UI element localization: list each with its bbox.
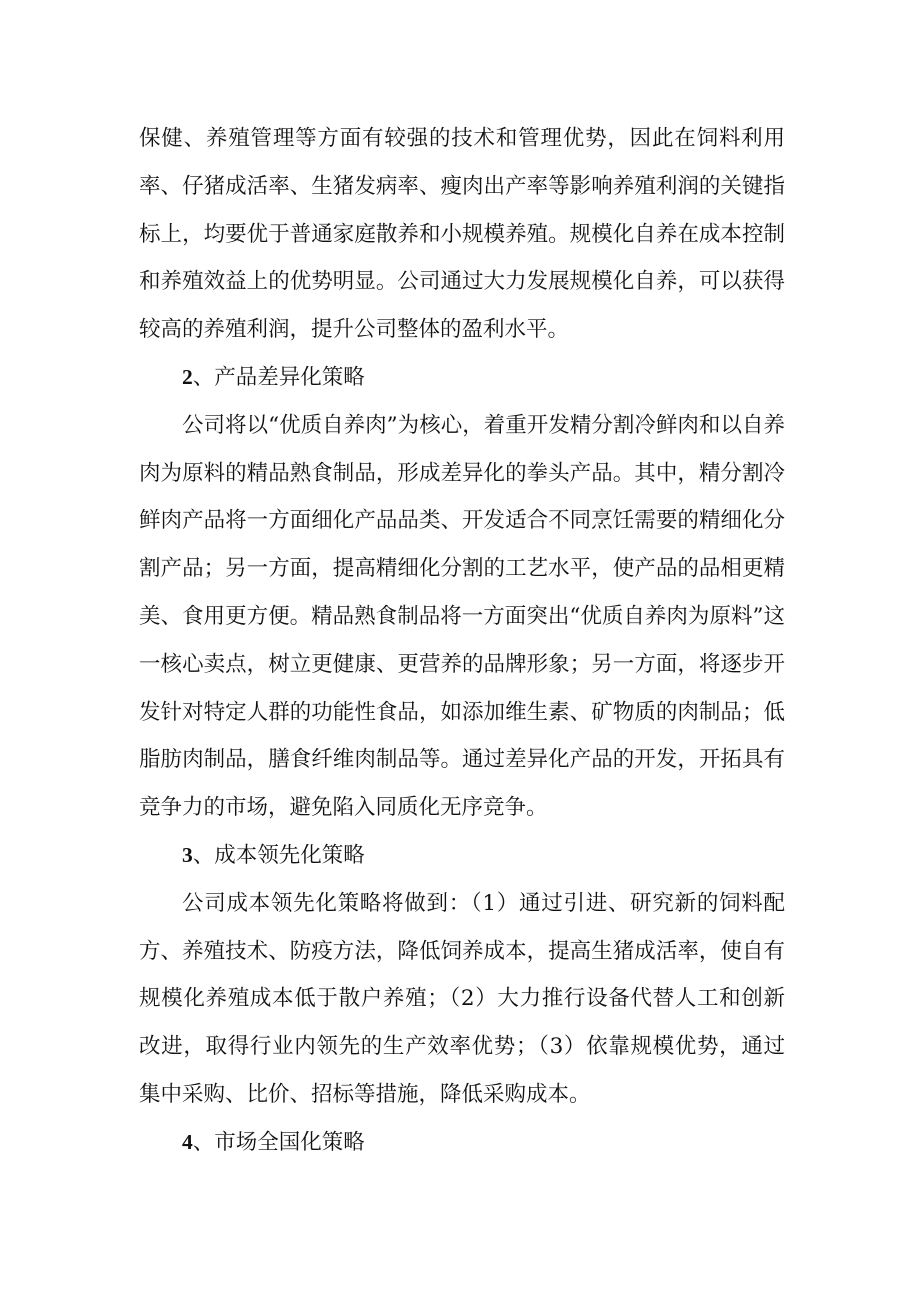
heading-title: 、成本领先化策略 xyxy=(192,842,365,868)
heading-national-market xyxy=(139,1119,785,1167)
heading-title: 、市场全国化策略 xyxy=(192,1129,365,1155)
document-body xyxy=(139,115,785,1167)
heading-number: 4 xyxy=(182,1129,193,1154)
heading-title: 、产品差异化策略 xyxy=(192,364,365,390)
heading-number: 2 xyxy=(182,364,193,389)
heading-product-differentiation xyxy=(139,354,785,402)
heading-cost-leadership xyxy=(139,832,785,880)
paragraph-cost-leadership: 公司成本领先化策略将做到：（1）通过引进、研究新的饲料配方、养殖技术、防疫方法，降低饲养成本，提高生猪成活率，使自有规模化养殖成本低于散户养殖；（2）大力推行设备代替人工和创新改进，取得行业内领先的生产效率优势；（3）依靠规模优势，通过集中采购、比价、招标等措施，降低采购成本。 xyxy=(139,890,785,1107)
paragraph-product-differentiation: 公司将以“优质自养肉”为核心，着重开发精分割冷鲜肉和以自养肉为原料的精品熟食制品，形成差异化的拳头产品。其中，精分割冷鲜肉产品将一方面细化产品品类、开发适合不同烹饪需要的精细化分割产品；另一方面，提高精细化分割的工艺水平，使产品的品相更精美、食用更方便。精品熟食制品将一方面突出“优质自养肉为原料”这一核心卖点，树立更健康、更营养的品牌形象；另一方面，将逐步开发针对特定人群的功能性食品，如添加维生素、矿物质的肉制品；低脂肪肉制品，膳食纤维肉制品等。通过差异化产品的开发，开拓具有竞争力的市场，避免陷入同质化无序竞争。 xyxy=(139,412,785,821)
paragraph-scale-advantage: 保健、养殖管理等方面有较强的技术和管理优势，因此在饲料利用率、仔猪成活率、生猪发病率、瘦肉出产率等影响养殖利润的关键指标上，均要优于普通家庭散养和小规模养殖。规模化自养在成本控制和养殖效益上的优势明显。公司通过大力发展规模化自养，可以获得较高的养殖利润，提升公司整体的盈利水平。 xyxy=(139,126,785,343)
heading-number: 3 xyxy=(182,842,193,867)
